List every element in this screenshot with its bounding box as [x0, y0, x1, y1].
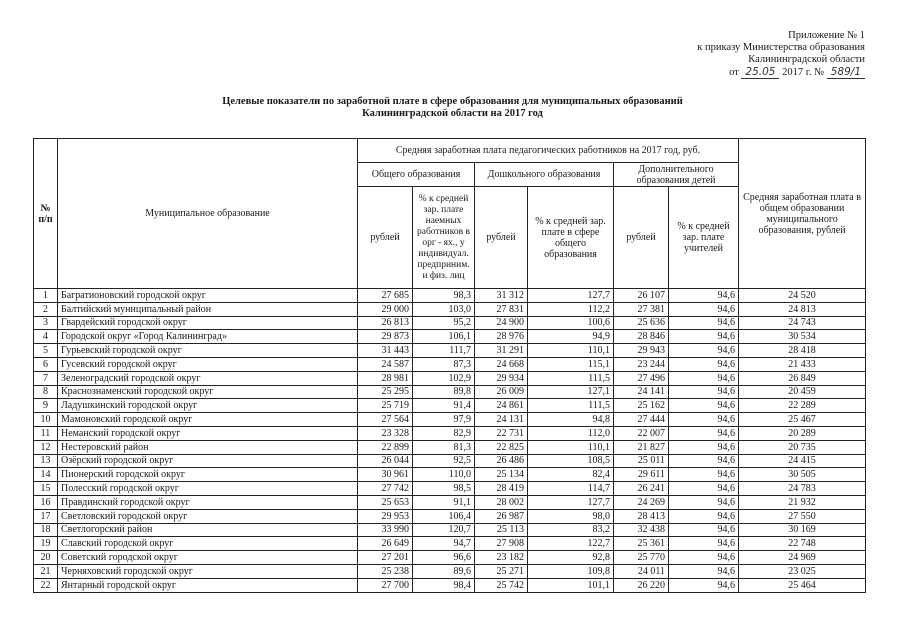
- annex-order-number: 589/1: [827, 66, 865, 79]
- table-header: [34, 139, 866, 289]
- header-rub-preschool: рублей: [475, 187, 528, 289]
- cell-row-num: 16: [34, 495, 58, 509]
- cell-additional-rub: 25 636: [614, 316, 669, 330]
- cell-municipality: Гурьевский городской округ: [58, 344, 358, 358]
- cell-additional-pct: 94,6: [669, 509, 739, 523]
- cell-preschool-rub: 22 825: [475, 440, 528, 454]
- cell-preschool-rub: 26 486: [475, 454, 528, 468]
- header-general-edu: Общего образования: [358, 163, 475, 187]
- cell-additional-pct: 94,6: [669, 371, 739, 385]
- cell-general-pct: 94,7: [413, 537, 475, 551]
- cell-general-rub: 23 328: [358, 426, 413, 440]
- table-row: [34, 495, 866, 509]
- table-row: [34, 523, 866, 537]
- cell-general-rub: 26 813: [358, 316, 413, 330]
- cell-additional-pct: 94,6: [669, 495, 739, 509]
- cell-general-pct: 89,6: [413, 564, 475, 578]
- header-preschool-edu: Дошкольного образования: [475, 163, 614, 187]
- cell-additional-rub: 29 611: [614, 468, 669, 482]
- header-pct-additional: % к средней зар. плате учителей: [669, 187, 739, 289]
- table-row: [34, 330, 866, 344]
- cell-row-num: 18: [34, 523, 58, 537]
- cell-municipality: Зеленоградский городской округ: [58, 371, 358, 385]
- cell-general-pct: 120,7: [413, 523, 475, 537]
- cell-additional-rub: 28 413: [614, 509, 669, 523]
- cell-preschool-rub: 26 009: [475, 385, 528, 399]
- cell-preschool-pct: 114,7: [528, 482, 614, 496]
- cell-general-rub: 25 238: [358, 564, 413, 578]
- cell-avg-municipal: 20 735: [739, 440, 866, 454]
- cell-preschool-pct: 111,5: [528, 399, 614, 413]
- cell-preschool-pct: 115,1: [528, 357, 614, 371]
- cell-additional-rub: 22 007: [614, 426, 669, 440]
- cell-avg-municipal: 30 169: [739, 523, 866, 537]
- cell-row-num: 6: [34, 357, 58, 371]
- cell-avg-municipal: 21 932: [739, 495, 866, 509]
- cell-avg-municipal: 22 748: [739, 537, 866, 551]
- cell-general-pct: 98,4: [413, 578, 475, 592]
- cell-general-rub: 22 899: [358, 440, 413, 454]
- cell-preschool-rub: 24 861: [475, 399, 528, 413]
- cell-avg-municipal: 24 813: [739, 302, 866, 316]
- title-line-2: Калининградской области на 2017 год: [362, 108, 543, 119]
- cell-additional-pct: 94,6: [669, 564, 739, 578]
- cell-municipality: Неманский городской округ: [58, 426, 358, 440]
- cell-general-rub: 27 564: [358, 413, 413, 427]
- cell-preschool-rub: 31 291: [475, 344, 528, 358]
- cell-preschool-rub: 28 419: [475, 482, 528, 496]
- table-body: [34, 289, 866, 593]
- cell-row-num: 11: [34, 426, 58, 440]
- cell-general-rub: 26 649: [358, 537, 413, 551]
- cell-additional-pct: 94,6: [669, 413, 739, 427]
- cell-additional-rub: 24 011: [614, 564, 669, 578]
- cell-preschool-rub: 25 134: [475, 468, 528, 482]
- cell-additional-pct: 94,6: [669, 468, 739, 482]
- cell-avg-municipal: 24 520: [739, 289, 866, 303]
- cell-avg-municipal: 20 459: [739, 385, 866, 399]
- header-pct-general: % к средней зар. плате наемных работников в орг - ях., у индивидуал. предприним. и физ. лиц: [413, 187, 475, 289]
- table-row: [34, 426, 866, 440]
- cell-additional-rub: 28 846: [614, 330, 669, 344]
- cell-row-num: 8: [34, 385, 58, 399]
- cell-additional-rub: 25 162: [614, 399, 669, 413]
- annex-date-prefix: от: [729, 67, 739, 78]
- cell-municipality: Городской округ «Город Калининград»: [58, 330, 358, 344]
- cell-municipality: Мамоновский городской округ: [58, 413, 358, 427]
- cell-avg-municipal: 25 467: [739, 413, 866, 427]
- cell-preschool-pct: 83,2: [528, 523, 614, 537]
- cell-preschool-pct: 127,7: [528, 289, 614, 303]
- cell-avg-municipal: 25 464: [739, 578, 866, 592]
- cell-general-rub: 25 719: [358, 399, 413, 413]
- cell-general-pct: 110,0: [413, 468, 475, 482]
- table-row: [34, 468, 866, 482]
- cell-preschool-rub: 24 131: [475, 413, 528, 427]
- cell-avg-municipal: 21 433: [739, 357, 866, 371]
- cell-general-rub: 29 000: [358, 302, 413, 316]
- cell-municipality: Краснознаменский городской округ: [58, 385, 358, 399]
- cell-preschool-rub: 28 002: [475, 495, 528, 509]
- cell-preschool-pct: 110,1: [528, 440, 614, 454]
- cell-general-pct: 106,4: [413, 509, 475, 523]
- cell-general-rub: 27 742: [358, 482, 413, 496]
- annex-line-2: к приказу Министерства образования: [697, 42, 865, 53]
- cell-municipality: Черняховский городской округ: [58, 564, 358, 578]
- table-row: [34, 551, 866, 565]
- cell-municipality: Гусевский городской округ: [58, 357, 358, 371]
- cell-municipality: Светловский городской округ: [58, 509, 358, 523]
- cell-avg-municipal: 22 289: [739, 399, 866, 413]
- cell-additional-pct: 94,6: [669, 482, 739, 496]
- cell-row-num: 3: [34, 316, 58, 330]
- cell-additional-pct: 94,6: [669, 316, 739, 330]
- cell-general-pct: 97,9: [413, 413, 475, 427]
- cell-preschool-rub: 29 934: [475, 371, 528, 385]
- cell-preschool-rub: 28 976: [475, 330, 528, 344]
- cell-avg-municipal: 24 415: [739, 454, 866, 468]
- cell-preschool-rub: 25 271: [475, 564, 528, 578]
- cell-general-pct: 81,3: [413, 440, 475, 454]
- cell-preschool-pct: 111,5: [528, 371, 614, 385]
- cell-general-pct: 91,4: [413, 399, 475, 413]
- cell-general-pct: 102,9: [413, 371, 475, 385]
- cell-preschool-rub: 25 742: [475, 578, 528, 592]
- cell-additional-pct: 94,6: [669, 440, 739, 454]
- cell-municipality: Багратионовский городской округ: [58, 289, 358, 303]
- cell-general-rub: 26 044: [358, 454, 413, 468]
- table-row: [34, 482, 866, 496]
- table-row: [34, 357, 866, 371]
- table-row: [34, 564, 866, 578]
- cell-general-rub: 30 961: [358, 468, 413, 482]
- cell-row-num: 9: [34, 399, 58, 413]
- table-row: [34, 537, 866, 551]
- cell-general-pct: 87,3: [413, 357, 475, 371]
- table-row: [34, 302, 866, 316]
- cell-additional-rub: 21 827: [614, 440, 669, 454]
- cell-additional-pct: 94,6: [669, 289, 739, 303]
- cell-general-pct: 96,6: [413, 551, 475, 565]
- cell-additional-rub: 25 770: [614, 551, 669, 565]
- cell-municipality: Полесский городской округ: [58, 482, 358, 496]
- cell-preschool-rub: 24 900: [475, 316, 528, 330]
- cell-additional-pct: 94,6: [669, 426, 739, 440]
- table-row: [34, 344, 866, 358]
- cell-row-num: 12: [34, 440, 58, 454]
- cell-municipality: Славский городской округ: [58, 537, 358, 551]
- cell-row-num: 10: [34, 413, 58, 427]
- cell-additional-rub: 27 496: [614, 371, 669, 385]
- document-title: [0, 96, 905, 120]
- annex-date-day: 25.05: [741, 66, 779, 79]
- header-pct-preschool: % к средней зар. плате в сфере общего образования: [528, 187, 614, 289]
- cell-preschool-rub: 25 113: [475, 523, 528, 537]
- cell-row-num: 14: [34, 468, 58, 482]
- cell-general-pct: 111,7: [413, 344, 475, 358]
- cell-row-num: 2: [34, 302, 58, 316]
- cell-general-pct: 91,1: [413, 495, 475, 509]
- cell-general-rub: 27 201: [358, 551, 413, 565]
- table-row: [34, 413, 866, 427]
- cell-additional-pct: 94,6: [669, 454, 739, 468]
- cell-preschool-pct: 101,1: [528, 578, 614, 592]
- cell-preschool-pct: 127,1: [528, 385, 614, 399]
- cell-general-rub: 29 873: [358, 330, 413, 344]
- cell-preschool-pct: 112,2: [528, 302, 614, 316]
- cell-avg-municipal: 30 534: [739, 330, 866, 344]
- cell-preschool-pct: 110,1: [528, 344, 614, 358]
- cell-general-pct: 98,5: [413, 482, 475, 496]
- header-avg-municipal: Средняя заработная плата в общем образовании муниципального образования, рублей: [739, 139, 866, 289]
- cell-municipality: Светлогорский район: [58, 523, 358, 537]
- cell-general-rub: 29 953: [358, 509, 413, 523]
- cell-general-rub: 25 653: [358, 495, 413, 509]
- table-row: [34, 371, 866, 385]
- cell-general-pct: 82,9: [413, 426, 475, 440]
- cell-additional-rub: 23 244: [614, 357, 669, 371]
- cell-avg-municipal: 20 289: [739, 426, 866, 440]
- cell-preschool-pct: 112,0: [528, 426, 614, 440]
- table-row: [34, 316, 866, 330]
- cell-preschool-pct: 109,8: [528, 564, 614, 578]
- cell-additional-rub: 26 241: [614, 482, 669, 496]
- header-municipality: Муниципальное образование: [58, 139, 358, 289]
- cell-row-num: 19: [34, 537, 58, 551]
- cell-general-pct: 106,1: [413, 330, 475, 344]
- cell-avg-municipal: 24 969: [739, 551, 866, 565]
- cell-preschool-rub: 31 312: [475, 289, 528, 303]
- cell-row-num: 13: [34, 454, 58, 468]
- header-additional-edu: Дополнительного образования детей: [614, 163, 739, 187]
- cell-general-rub: 27 685: [358, 289, 413, 303]
- cell-avg-municipal: 30 505: [739, 468, 866, 482]
- cell-additional-pct: 94,6: [669, 551, 739, 565]
- cell-preschool-pct: 108,5: [528, 454, 614, 468]
- cell-preschool-rub: 26 987: [475, 509, 528, 523]
- cell-general-rub: 24 587: [358, 357, 413, 371]
- cell-additional-pct: 94,6: [669, 385, 739, 399]
- header-rub-additional: рублей: [614, 187, 669, 289]
- cell-row-num: 7: [34, 371, 58, 385]
- cell-additional-rub: 29 943: [614, 344, 669, 358]
- cell-preschool-pct: 100,6: [528, 316, 614, 330]
- table-row: [34, 454, 866, 468]
- title-line-1: Целевые показатели по заработной плате в сфере образования для муниципальных образований: [222, 96, 683, 107]
- cell-avg-municipal: 26 849: [739, 371, 866, 385]
- cell-row-num: 15: [34, 482, 58, 496]
- cell-preschool-rub: 24 668: [475, 357, 528, 371]
- annex-date-line: [605, 66, 865, 79]
- cell-preschool-rub: 22 731: [475, 426, 528, 440]
- cell-additional-rub: 27 381: [614, 302, 669, 316]
- cell-row-num: 21: [34, 564, 58, 578]
- cell-additional-rub: 27 444: [614, 413, 669, 427]
- cell-preschool-rub: 27 831: [475, 302, 528, 316]
- annex-block: [605, 30, 865, 79]
- cell-row-num: 1: [34, 289, 58, 303]
- cell-municipality: Балтийский муниципальный район: [58, 302, 358, 316]
- table-row: [34, 385, 866, 399]
- cell-preschool-pct: 127,7: [528, 495, 614, 509]
- cell-additional-rub: 24 141: [614, 385, 669, 399]
- cell-general-rub: 25 295: [358, 385, 413, 399]
- annex-line-1: Приложение № 1: [788, 30, 865, 41]
- table-row: [34, 440, 866, 454]
- cell-row-num: 20: [34, 551, 58, 565]
- cell-municipality: Правдинский городской округ: [58, 495, 358, 509]
- cell-avg-municipal: 27 550: [739, 509, 866, 523]
- cell-general-rub: 33 990: [358, 523, 413, 537]
- cell-additional-pct: 94,6: [669, 537, 739, 551]
- cell-additional-rub: 24 269: [614, 495, 669, 509]
- cell-additional-pct: 94,6: [669, 357, 739, 371]
- cell-avg-municipal: 28 418: [739, 344, 866, 358]
- cell-additional-pct: 94,6: [669, 399, 739, 413]
- table-row: [34, 399, 866, 413]
- cell-preschool-pct: 82,4: [528, 468, 614, 482]
- cell-general-rub: 28 981: [358, 371, 413, 385]
- cell-additional-pct: 94,6: [669, 302, 739, 316]
- header-rub-general: рублей: [358, 187, 413, 289]
- cell-preschool-pct: 94,9: [528, 330, 614, 344]
- cell-additional-rub: 26 107: [614, 289, 669, 303]
- cell-row-num: 5: [34, 344, 58, 358]
- cell-municipality: Советский городской округ: [58, 551, 358, 565]
- cell-municipality: Ладушкинский городской округ: [58, 399, 358, 413]
- cell-additional-pct: 94,6: [669, 330, 739, 344]
- cell-additional-rub: 32 438: [614, 523, 669, 537]
- cell-general-pct: 103,0: [413, 302, 475, 316]
- cell-avg-municipal: 23 025: [739, 564, 866, 578]
- cell-general-pct: 92,5: [413, 454, 475, 468]
- cell-municipality: Пионерский городской округ: [58, 468, 358, 482]
- cell-row-num: 22: [34, 578, 58, 592]
- table-row: [34, 578, 866, 592]
- cell-preschool-pct: 122,7: [528, 537, 614, 551]
- cell-municipality: Нестеровский район: [58, 440, 358, 454]
- cell-general-rub: 31 443: [358, 344, 413, 358]
- table-row: [34, 509, 866, 523]
- cell-general-pct: 89,8: [413, 385, 475, 399]
- cell-additional-rub: 26 220: [614, 578, 669, 592]
- cell-preschool-pct: 92,8: [528, 551, 614, 565]
- cell-row-num: 17: [34, 509, 58, 523]
- cell-preschool-pct: 94,8: [528, 413, 614, 427]
- cell-municipality: Янтарный городской округ: [58, 578, 358, 592]
- cell-additional-pct: 94,6: [669, 578, 739, 592]
- cell-general-rub: 27 700: [358, 578, 413, 592]
- annex-line-3: Калининградской области: [748, 54, 865, 65]
- cell-additional-rub: 25 361: [614, 537, 669, 551]
- cell-general-pct: 95,2: [413, 316, 475, 330]
- cell-general-pct: 98,3: [413, 289, 475, 303]
- table-row: [34, 289, 866, 303]
- annex-date-mid: 2017 г. №: [782, 67, 825, 78]
- cell-avg-municipal: 24 783: [739, 482, 866, 496]
- cell-additional-rub: 25 011: [614, 454, 669, 468]
- cell-avg-municipal: 24 743: [739, 316, 866, 330]
- cell-preschool-rub: 23 182: [475, 551, 528, 565]
- cell-additional-pct: 94,6: [669, 344, 739, 358]
- cell-row-num: 4: [34, 330, 58, 344]
- header-avg-teacher-salary: Средняя заработная плата педагогических работников на 2017 год, руб.: [358, 139, 739, 163]
- salary-table: [33, 138, 866, 593]
- cell-preschool-pct: 98,0: [528, 509, 614, 523]
- cell-municipality: Гвардейский городской округ: [58, 316, 358, 330]
- cell-additional-pct: 94,6: [669, 523, 739, 537]
- cell-preschool-rub: 27 908: [475, 537, 528, 551]
- header-num: № п/п: [34, 139, 58, 289]
- cell-municipality: Озёрский городской округ: [58, 454, 358, 468]
